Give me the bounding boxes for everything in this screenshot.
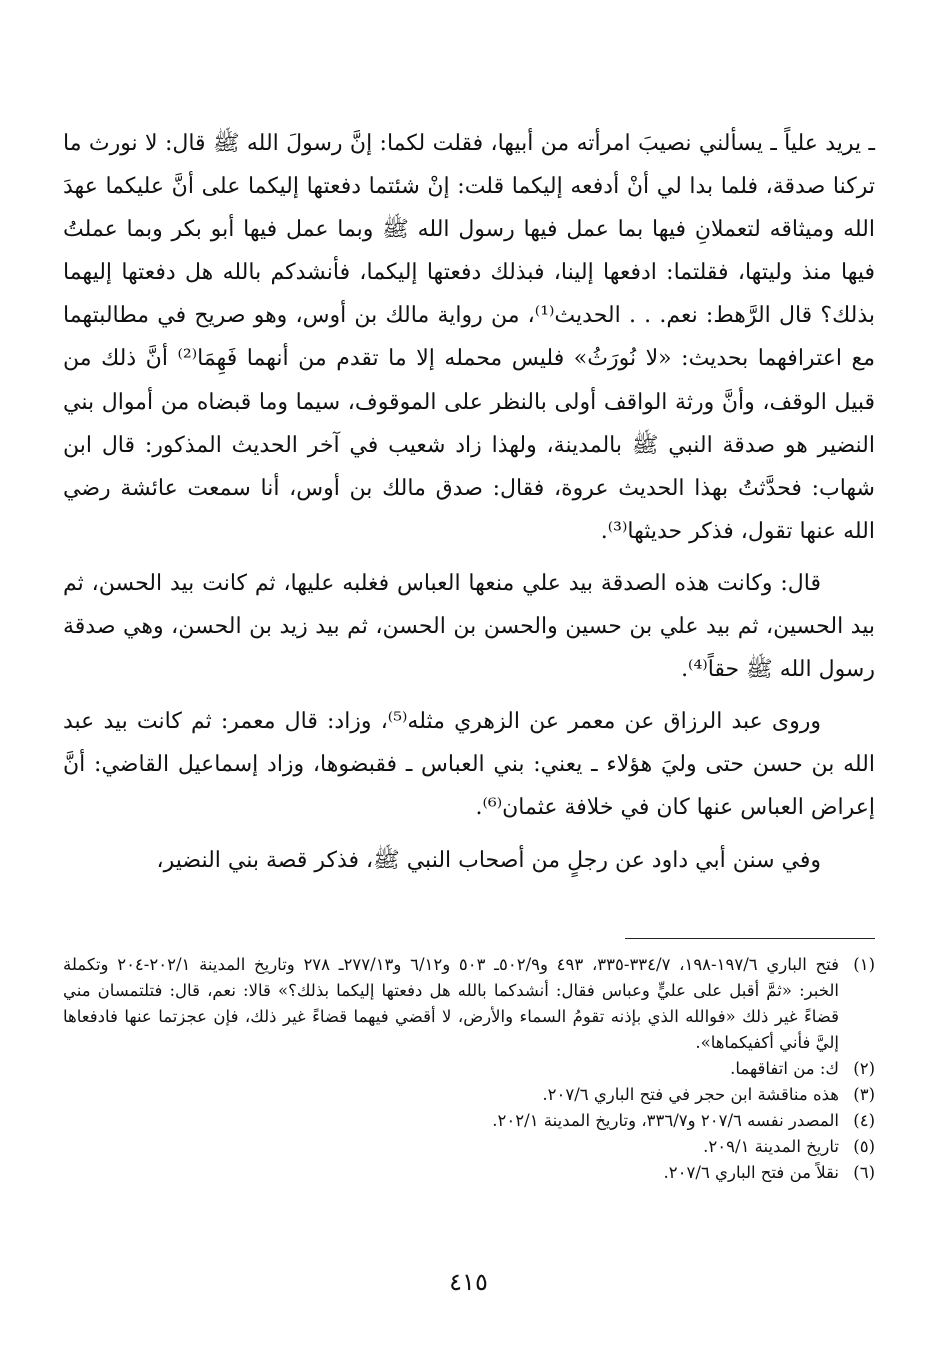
main-text	[63, 122, 875, 882]
paragraph-2: قال: وكانت هذه الصدقة بيد علي منعها العباس فغلبه عليها، ثم كانت بيد الحسن، ثم بيد الحسين، ثم بيد علي بن حسين والحسن بن الحسن، ثم بيد زيد بن الحسن، وهي صدقة رسول الله ﷺ حقاً⁽⁴⁾.	[63, 570, 875, 683]
footnote-number: (٥)	[853, 1137, 875, 1156]
footnote-2	[63, 1056, 875, 1082]
footnote-text: فتح الباري ١٩٧/٦-١٩٨، ٣٣٤/٧-٣٣٥، ٤٩٣ و٥٠٢/٩ـ ٥٠٣ و٦/١٢ و٢٧٧/١٣ـ ٢٧٨ وتاريخ المدينة ٢٠٢/١-٢٠٤ وتكملة الخبر: «ثمَّ أقبل على عليٍّ وعباس فقال: أنشدكما بالله هل دفعتها إليكما بذلك؟» قالا: نعم، قال: فتلتمسان مني قضاءً غير ذلك «فوالله الذي بإذنه تقومُ السماء والأرض، لا أقضي فيهما قضاءً غير ذلك، فإن عجزتما عنها فادفعاها إليَّ فأني أكفيكماها».	[63, 955, 840, 1052]
footnote-text: ك: من اتفاقهما.	[730, 1059, 839, 1078]
footnote-1	[63, 952, 875, 1056]
paragraph-1: ـ يريد علياً ـ يسألني نصيبَ امرأته من أبيها، فقلت لكما: إنَّ رسولَ الله ﷺ قال: لا نورث ما تركنا صدقة، فلما بدا لي أنْ أدفعه إليكما قلت: إنْ شئتما دفعتها إليكما على أنَّ عليكما عهدَ الله وميثاقه لتعملانِ فيها بما عمل فيها رسول الله ﷺ وبما عمل فيها أبو بكر وبما عملتُ فيها منذ وليتها، فقلتما: ادفعها إلينا، فبذلك دفعتها إليكما، فأنشدكم بالله هل دفعتها إليهما بذلك؟ قال الرَّهط: نعم. . . الحديث⁽¹⁾، من رواية مالك بن أوس، وهو صريح في مطالبتهما مع اعترافهما بحديث: «لا نُورَثُ» فليس محمله إلا ما تقدم من أنهما فَهِمَا⁽²⁾ أنَّ ذلك من قبيل الوقف، وأنَّ ورثة الواقف أولى بالنظر على الموقوف، سيما وما قبضاه من أموال بني النضير هو صدقة النبي ﷺ بالمدينة، ولهذا زاد شعيب في آخر الحديث المذكور: قال ابن شهاب: فحدَّثتُ بهذا الحديث عروة، فقال: صدق مالك بن أوس، أنا سمعت عائشة رضي الله عنها تقول، فذكر حديثها⁽³⁾.	[63, 131, 876, 544]
footnote-4	[63, 1108, 875, 1134]
footnote-text: تاريخ المدينة ٢٠٩/١.	[703, 1137, 839, 1156]
footnote-text: المصدر نفسه ٢٠٧/٦ و٣٣٦/٧، وتاريخ المدينة ٢٠٢/١.	[492, 1111, 839, 1130]
paragraph-3: وروى عبد الرزاق عن معمر عن الزهري مثله⁽⁵⁾، وزاد: قال معمر: ثم كانت بيد عبد الله بن حسن حتى وليَ هؤلاء ـ يعني: بني العباس ـ فقبضوها، وزاد إسماعيل القاضي: أنَّ إعراض العباس عنها كان في خلافة عثمان⁽⁶⁾.	[63, 709, 875, 821]
footnote-number: (٣)	[853, 1085, 875, 1104]
footnote-6	[63, 1160, 875, 1186]
footnote-number: (٤)	[853, 1111, 875, 1130]
footnotes	[63, 952, 875, 1186]
footnote-number: (٢)	[853, 1059, 875, 1078]
footnote-text: هذه مناقشة ابن حجر في فتح الباري ٢٠٧/٦.	[542, 1085, 839, 1104]
paragraph-4: وفي سنن أبي داود عن رجلٍ من أصحاب النبي ﷺ، فذكر قصة بني النضير،	[156, 847, 821, 873]
footnote-number: (١)	[853, 955, 875, 974]
footnote-5	[63, 1134, 875, 1160]
footnote-divider	[625, 938, 875, 939]
footnote-text: نقلاً من فتح الباري ٢٠٧/٦.	[663, 1163, 839, 1182]
page-number: ٤١٥	[449, 1268, 488, 1296]
footnote-3	[63, 1082, 875, 1108]
footnote-number: (٦)	[853, 1163, 875, 1182]
